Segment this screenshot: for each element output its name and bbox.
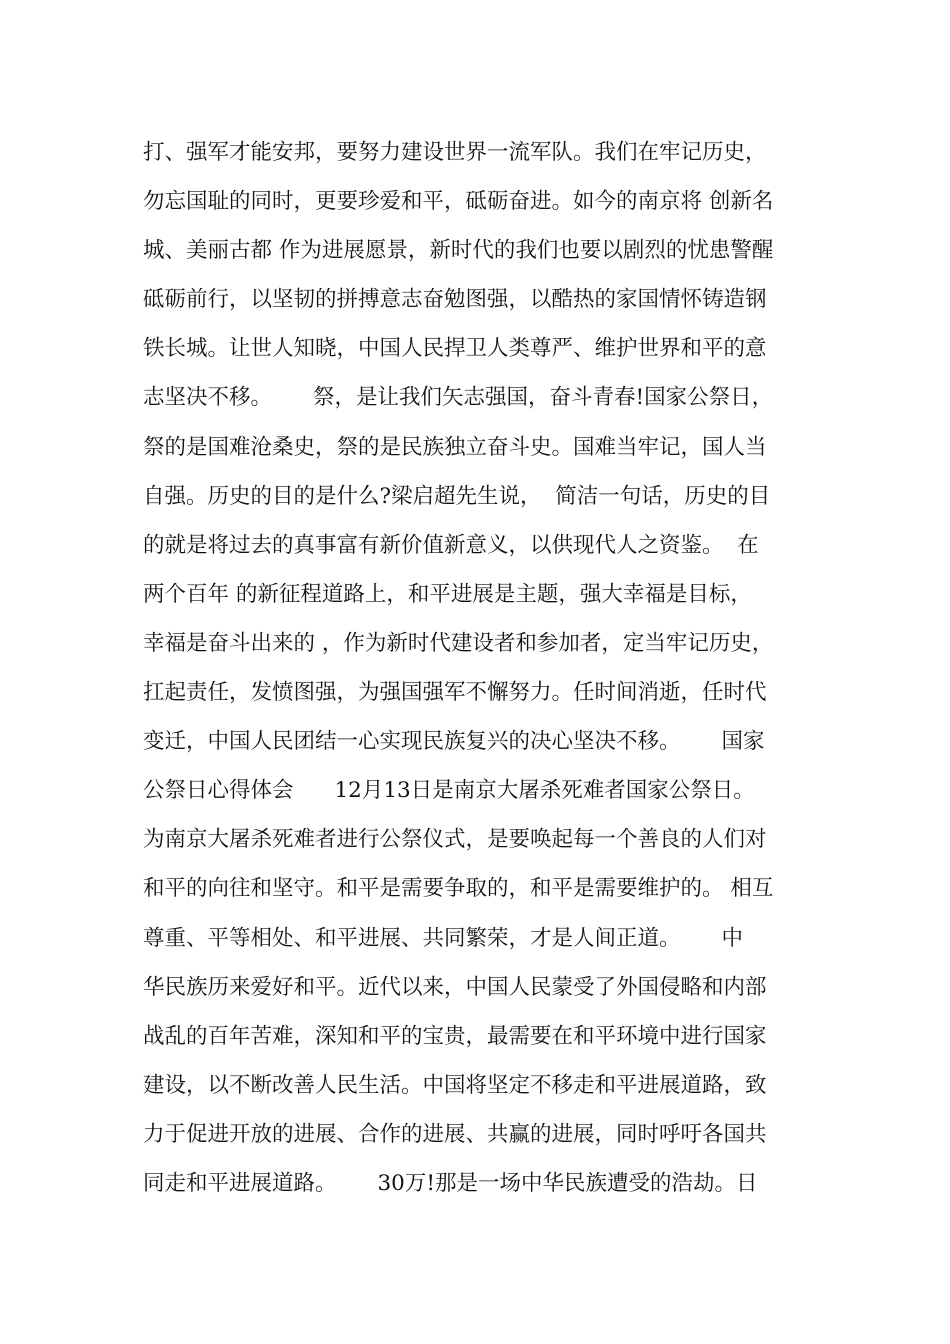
text-line: 战乱的百年苦难，深知和平的宝贵，最需要在和平环境中进行国家 [143,1023,767,1049]
text-line: 华民族历来爱好和平。近代以来，中国人民蒙受了外国侵略和内部 [143,974,767,1000]
text-line: 为南京大屠杀死难者进行公祭仪式，是要唤起每一个善良的人们对 [143,827,767,853]
text-line: 砥砺前行，以坚韧的拼搏意志奋勉图强，以酷热的家国情怀铸造钢 [143,287,767,313]
text-line: 祭的是国难沧桑史，祭的是民族独立奋斗史。国难当牢记，国人当 [143,434,767,460]
text-line: 和平的向往和坚守。和平是需要争取的，和平是需要维护的。 相互 [143,876,774,902]
text-line: 建设，以不断改善人民生活。中国将坚定不移走和平进展道路，致 [143,1072,767,1098]
text-line: 扛起责任，发愤图强，为强国强军不懈努力。任时间消逝，任时代 [143,680,767,706]
text-line: 幸福是奋斗出来的 ，作为新时代建设者和参加者，定当牢记历史， [143,630,774,656]
body-text [143,133,813,1213]
text-line: 公祭日心得体会 12月13日是南京大屠杀死难者国家公祭日。 [143,778,755,804]
text-line: 两个百年 的新征程道路上，和平进展是主题，强大幸福是目标， [143,581,752,607]
text-line: 铁长城。让世人知晓，中国人民捍卫人类尊严、维护世界和平的意 [143,336,767,362]
text-line: 尊重、平等相处、和平进展、共同繁荣，才是人间正道。 中 [143,925,744,951]
text-line: 勿忘国耻的同时，更要珍爱和平，砥砺奋进。如今的南京将 创新名 [143,189,774,215]
text-line: 变迁，中国人民团结一心实现民族复兴的决心坚决不移。 国家 [143,729,765,755]
text-line: 城、美丽古都 作为进展愿景，新时代的我们也要以剧烈的忧患警醒 [143,238,774,264]
text-line: 打、强军才能安邦，要努力建设世界一流军队。我们在牢记历史， [143,140,767,165]
text-line: 的就是将过去的真事富有新价值新意义，以供现代人之资鉴。 在 [143,532,759,558]
text-line: 志坚决不移。 祭，是让我们矢志强国，奋斗青春!国家公祭日， [143,385,774,411]
text-line: 同走和平进展道路。 30万!那是一场中华民族遭受的浩劫。日 [143,1170,758,1196]
text-line: 力于促进开放的进展、合作的进展、共赢的进展，同时呼吁各国共 [143,1121,767,1147]
text-line: 自强。历史的目的是什么?梁启超先生说， 简洁一句话，历史的目 [143,483,771,509]
